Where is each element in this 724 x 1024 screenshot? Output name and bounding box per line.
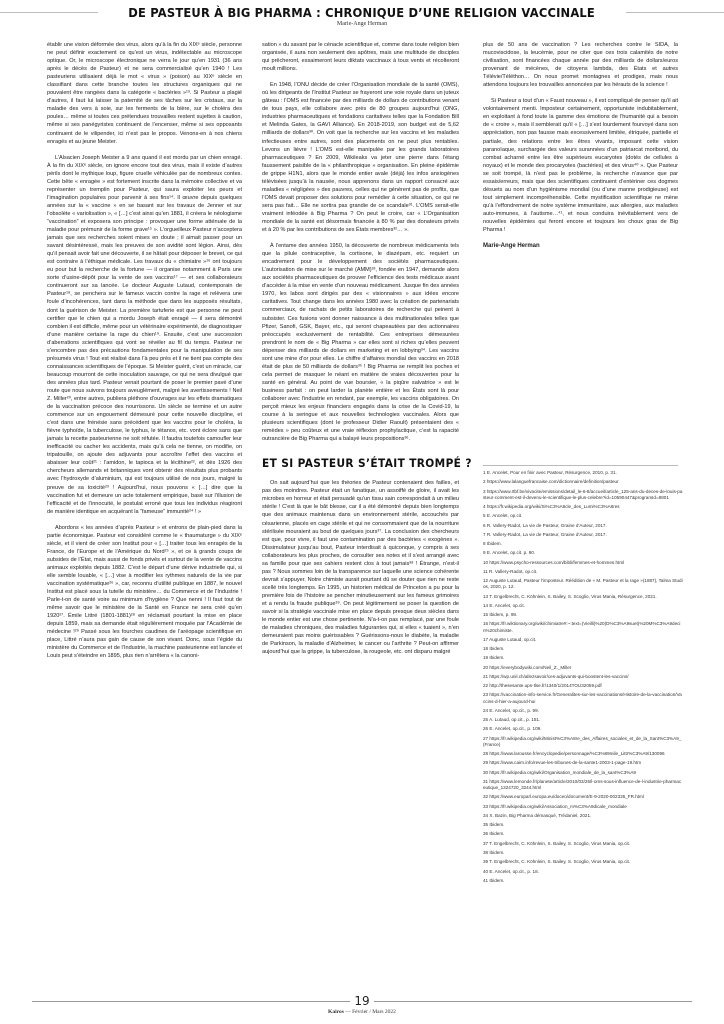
footnote: 35 Ibidem. [483,822,505,828]
footnote: 39 T. Engelbrecht, C. Köhnlein, S. Bailey, S. Scoglio, Virus Mania, op.cit. [483,859,631,865]
footnote[interactable]: 29 https://www.cairn.info/revue-les-tribunes-de-la-sante1-2003-1-page-19.htm [483,760,642,766]
article-author: Marie-Ange Herman [336,21,388,27]
issue-date: — Février / Mars 2022 [343,1009,396,1015]
footnote[interactable]: 32 https://www.europarl.europa.eu/doceo/document/E-9-2020-002335_FR.html [483,794,644,800]
footer-rule-left [32,1001,350,1002]
footnote[interactable]: 16 https://fr.wiktionary.org/wiki/chimiatre#:~:text=(Vieilli)%20(D%C3%A9suet)%20M%C3%A9decin%20chimiste. [483,621,681,633]
footnote[interactable]: 31 https://www.lemonde.fr/planete/article/2010/03/26/l-oms-sous-influence-de-l-industrie-pharmaceutique_1324720_3244.html [483,778,682,790]
footnote: 9 E. Ancelet, op.cit. p. 90. [483,550,536,556]
footnote: 8 Ibidem. [483,541,502,547]
footnotes-divider [483,465,678,466]
footnote: 14 E. Ancelet, op.cit. [483,602,525,608]
paragraph: Si Pasteur a tout d’un « Faust nouveau », il est compliqué de penser qu’il ait volontairement menti. Imposteur certainement, opportuniste indubitablement, en exploitant à fond toute la gamme des émotions de l’humanité qui a besoin de « croire », mais il semblerait qu’il « […] s’est lourdement fourvoyé dans son appréciation, non pas fausse mais excessivement limitée, étriquée, partielle et partiale, des relations entre les êtres vivants, imposant cette vision paranoïaque, surchargée des valeurs surannées d’un patriarcat moribond, du combat acharné entre les être supérieurs eucaryotes (dotés de cellules à noyaux) et le monde des procaryotes (bactéries) et des virus⁴⁰ ». Que Pasteur se soit trompé, là n’est pas le problème, la recherche n’avance que par essais/erreurs, mais que des scientifiques continuent d’entériner ces dogmes désuets au nom d’un hygiénisme mondial (ou d’une manne prodigieuse) est tout simplement incompréhensible. Cette mystification scientifique ne mène qu’à l’effondrement de notre système immunitaire, aux allergies, aux maladies auto-immunes, à l’autisme…⁴¹, et nous conduira inévitablement vers de nouvelles épidémies qui feront encore et toujours les choux gras de Big Pharma ! [483,98,678,234]
footnote[interactable]: 27 https://fr.wikipedia.org/wiki/Minist%C3%A8re_des_Affaires_sociales_et_de_la_Sant%C3%A9_(France) [483,735,682,747]
title-row [0,5,724,20]
page-number: 19 [354,994,370,1008]
footnote[interactable]: 30 https://fr.wikipedia.org/wiki/Organisation_mondiale_de_la_sant%C3%A9 [483,769,636,775]
footnote: 11 R. Vallery-Radot, op.cit. [483,568,538,574]
article-title: DE PASTEUR À BIG PHARMA : CHRONIQUE D’UNE RELIGION VACCINALE [128,5,596,20]
footnote: 12 Auguste Lutaud, Pasteur l’imposteur. Réédition de « M. Pasteur et la rage »(1887), Talma Studios, 2020, p. 12. [483,578,683,590]
footnote: 41 Ibidem. [483,877,505,883]
paragraph: établir une vision déformée des virus, alors qu’à la fin du XIXᵉ siècle, personne ne peut définir exactement ce qu’est un virus, indétectable au microscope optique. Or, le microscope électronique ne verra le jour qu’en 1931 (36 ans après le décès de Pasteur) et ne sera commercialisé qu’en 1940 ! Les pasteuriens utilisaient déjà le mot « virus » (poison) au XIXᵉ siècle en classifiant dans cette branche toutes les structures organiques qui ne pouvaient être rangées dans la catégorie « bactéries »¹³. Si Pasteur a plagié d’autres, il faut lui laisser la paternité de ses tâches sur les cristaux, sur la maladie des vers à soie, sur les ferments de la bière, sur le choléra des poules… même si toutes ces prétendues trouvailles restent sujettes à caution, même si ses panégyristes continuent de l’encenser, même si ses opposants continuent de le vilipender, ici n’est pas le propos. Venons-en à nos chiens enragés et au jeune Meister. [47,42,242,145]
footnote: 36 Ibidem. [483,831,505,837]
article-header [0,5,724,27]
column-3 [483,41,678,250]
paragraph: Abordons « les années d’après Pasteur » et entrons de plain-pied dans la partie économique. Pasteur est considéré comme le « thaumaturge » du XIXᵉ siècle, et il vient de créer son Institut pour « […] traiter tous les enragés de la France, de l’Europe et de l’Amérique du Nord²⁵ », et ce à grands coups de subsides de l’État, mais aussi de fonds privés et surtout de la vente de vaccins animaux exploités depuis 1882. C’est le départ d’une dérive industrielle qui, si elle semble louable, « […] vise à modifier les rythmes naturels de la vie par vaccination systématique²⁶ », car, reconnu d’utilité publique en 1887, le nouvel Institut est placé sous la tutelle du ministère… du Commerce et de l’Industrie ! Parle-t-on de santé voire au minimum d’hygiène ? Que nenni ! Il faut tout de même savoir que le ministère de la Santé en France ne sera créé qu’en 1920²⁷. Émile Littré (1801-1881)²⁸ en réclamait pourtant la mise en place depuis 1859, mais sa demande était régulièrement moquée par l’Académie de médecine !²⁹ Passé sous les fourches caudines de l’aréopage scientifique en place, Littré n’aura pas gain de cause de son vivant. Donc, sous l’égide du ministère du Commerce et de l’Industrie, la machine pasteurienne est lancée et Louis peut s’éteindre en 1895, plus rien n’arrêtera « la canoni- [47,524,242,660]
footnote[interactable]: 28 https://www.larousse.fr/encyclopedie/personnage/%C3%89mile_Littr%C3%A9/130096 [483,751,665,757]
title-rule-left [0,12,98,13]
footnote: 26 E. Ancelet, op.cit., p. 109. [483,726,542,732]
footnote: 7 R. Vallery-Radot, La vie de Pasteur, Graine d’Auteur, 2017. [483,531,607,537]
footnote: 34 X. Bazin, Big Pharma démasqué, Trédaniel, 2021. [483,812,592,818]
page-number-row [0,994,724,1008]
section-heading: ET SI PASTEUR S’ÉTAIT TROMPÉ ? [262,456,472,471]
footnote: 19 Ibidem. [483,655,505,661]
footnote[interactable]: 4 https://fr.wikipedia.org/wiki/Si%C3%A8cle_des_Lumi%C3%A8res [483,503,620,509]
footnote[interactable]: 21 https://wp.unil.ch/allezsavoir/ces-adjuvants-qui-boostent-les-vaccins/ [483,673,629,679]
column-2 [262,41,472,664]
signature: Marie-Ange Herman [483,243,540,250]
footnote[interactable]: 23 https://vaccination-info-service.fr/Generalites-sur-les-vaccinations/Histoire-de-la-vaccination/Vaccins-d-hier-a-aujourd-hui [483,692,682,704]
paragraph: L’Alsacien Joseph Meister a 9 ans quand il est mordu par un chien enragé. À la fin du XIXᵉ siècle, on ignore encore tout des virus, mais il existe d’autres périls dont le mythique loup, figure cruelle véhiculée par de nombreux contes. Cette bête « enragée » est fortement inscrite dans la mémoire collective et va représenter un tremplin pour Pasteur, qui saura exploiter les peurs et l’imagination populaires pour parvenir à ses fins¹⁴. Il œuvre depuis quelques années sur la « vaccine » en se basant sur les travaux de Jenner et sur l’obsolète « variolisation », « […] c’est ainsi qu’en 1881, il créera le néologisme “vaccination” et exposera son principe : provoquer une forme atténuée de la maladie pour prémunir de la forme grave¹⁵ ». L’orgueilleux Pasteur n’acceptera jamais que ses recherches soient mises en doute ; il aimait passer pour un savant désintéressé, mais les preuves de son avidité sont légion. Ainsi, dès qu’il pensait avoir fait une découverte, il se hâtait pour déposer le brevet, ce qui est contraire à l’éthique médicale. Les travaux du « chimiatre »¹⁶ ont toujours eu pour but la recherche de la fortune — il organise notamment à Paris une sorte d’usine-dépôt pour la vente de ses vaccins¹⁷ — et ses collaborateurs continueront sur sa lancée. Le docteur Auguste Lutaud, contemporain de Pasteur¹⁸, se penchera sur le fameux vaccin contre la rage et relèvera une foule d’incohérences, tant dans la méthode que dans les supposés résultats, dont la guérison de Meister. La première tartuferie est que personne ne peut certifier que le chien qui a mordu Joseph était enragé — il sera démontré combien il est difficile, même pour un vétérinaire expérimenté, de diagnostiquer d’une manière certaine la rage du chien¹⁹. Ensuite, c’est une succession d’aberrations scientifiques qui vont se révéler au fil du temps. Pasteur ne s’encombre pas des précautions fondamentales pour la manipulation de ses présumés virus ! Tout est réalisé dans l’à peu près et il ne tient pas compte des connaissances scientifiques de l’époque. Si Meister guérit, c’est un miracle, car beaucoup mourront de cette inoculation sauvage, ce qui ne sera divulgué que des années plus tard. Pasteur venait pourtant de poser le premier pavé d’une route que nous suivons toujours aveuglément, malgré les avertissements ! Neil Z. Miller²⁰, entre autres, publiera pléthore d’ouvrages sur les effets dramatiques de la vaccination précoce des nourrissons. Un siècle se termine et un autre commence sur un engouement démesuré pour cette nouvelle discipline, et c’est dans une frénésie sans précédent que les vaccins pour le choléra, la fièvre typhoïde, la tuberculose, le typhus, le tétanos, etc. vont éclore sans que jamais la recette pasteurienne ne soit réfutée. Il faudra toutefois camoufler leur inefficacité ou cacher les accidents, mais qu’à cela ne tienne, on modifie, on tripatouille, on ajoute des adjuvants pour accroître l’effet des vaccins et abaisser leur coût²¹ : l’amidon, le tapioca et la lécithine²², et dès 1926 des chercheurs allemands et britanniques vont obtenir des résultats plus probants avec l’hydroxyde d’aluminium, qui est toujours utilisé de nos jours, malgré la preuve de sa toxicité²³ ! Aujourd’hui, nous pouvons « […] dire que la vaccination fut et demeure un acte totalement empirique, basé sur l’illusion de l’efficacité et de l’innocuité, le postulat erroné que tous les individus réagiront de manière identique en acquérant la “fameuse” immunité²⁴ ! » [47,154,242,515]
issue-info [0,1009,724,1015]
footnote[interactable]: 22 http://thesesante.ups-tlse.fr/1340/1/2014TOU32059.pdf [483,683,602,689]
footnotes-list [483,470,683,887]
footnote: 13 T. Engelbrecht, C. Köhnlein, S. Bailey, S. Scoglio, Virus Mania, Résurgence, 2021. [483,593,657,599]
title-rule-right [626,12,724,13]
footnote[interactable]: 33 https://fr.wikipedia.org/wiki/Association_m%C3%A9dicale_mondiale [483,803,627,809]
paragraph: sation » du savant par le cénacle scientifique et, comme dans toute religion bien organisée, il aura non seulement des apôtres, mais une multitude de disciples qui prêcheront, essaimeront leurs diktats vaccinaux à tous vents et récolteront moult millions. [262,42,459,73]
footnote: 25 A. Lutaud, op.cit., p. 151. [483,717,541,723]
footnote: 24 E. Ancelet, op.cit., p. 99. [483,707,539,713]
paragraph: À l’entame des années 1950, la découverte de nombreux médicaments tels que la pilule contraceptive, la cortisone, le diazépam, etc. requiert un encadrement pour le développement des sociétés pharmaceutiques. L’autorisation de mise sur le marché (AMM)³³, fondée en 1947, demande alors aux sociétés pharmaceutiques de prouver l’efficience des tests médicaux avant d’accéder à la mise en vente d’un nouveau médicament. Jusque fin des années 1970, les labos sont dirigés par des « visionnaires » aux idées encore caritatives. Tout change dans les années 1980 avec la création de partenariats commerciaux, de rachats de petits laboratoires de recherche qui peinent à subsister. Ces fusions vont donner naissance à des multinationales telles que Pfizer, Sanofi, GSK, Bayer, etc., qui seront chapeautées par des actionnaires préoccupés exclusivement de rentabilité. Ces entreprises démesurées prendront le nom de « Big Pharma » car elles sont si riches qu’elles peuvent dépenser des milliards de dollars en marketing et en lobbying³⁴. Les vaccins sont une mine d’or pour elles. Le chiffre d’affaires mondial des vaccins en 2018 était de plus de 50 milliards de dollars³⁵ ! Big Pharma se remplit les poches et cela permet de masquer le néant en matière de vraies découvertes pour la santé en général. Au point de vue boursier, « la piqûre salvatrice » est le business parfait : on peut larder la planète entière et les États sont là pour collaborer avec l’industrie en rendant, par exemple, les vaccins obligatoires. On perçoit mieux les enjeux financiers engagés dans la crise de la Covid-19, la course à la seringue et aux nouvelles technologies vaccinales. Alors que plusieurs scientifiques (dont le professeur Didier Raoult) présentaient des « remèdes » peu coûteux et une vraie réflexion prophylactique, c’est la rapacité outrancière de Big Pharma qui a balayé leurs propositions³⁶. [262,243,459,443]
footnote: 18 Ibidem. [483,646,505,652]
paragraph: On sait aujourd’hui que les théories de Pasteur contenaient des failles, et pas des moindres. Pasteur était un fanatique, un assoiffé de gloire, il avait les microbes en horreur et était persuadé qu’un tissu sain correspondait à un milieu stérile ! C’est là que le bât blesse, car il a été démontré depuis bien longtemps que des animaux maintenus dans un environnement stérile, accouchés par césarienne, placés en cage stérile et qui ne consommaient que de la nourriture stérilisée mouraient au bout de quelques jours³⁷. La conclusion des chercheurs est que, pour vivre, il faut une contamination par des bactéries « exogènes ». Dissimulateur jusqu’au bout, Pasteur interdisait à quiconque, y compris à ses collaborateurs les plus proches, de consulter ses notes et il s’est arrangé avec sa famille pour que ses cahiers restent clos à tout jamais³⁸ ! Étrange, n’est-il pas ? Nous sommes loin de la transparence sur laquelle une science cohérente devrait s’appuyer. Notre chimiste aurait pourtant dû se douter que rien ne reste scellé très longtemps. En 1995, un historien médical de Princeton a pu pour la première fois de l’histoire se pencher minutieusement sur les fameux grimoires et a rendu la fraude publique³⁹. On peut légitimement se poser la question de savoir si la stratégie vaccinale mise en place depuis presque deux siècles dans le monde entier est une chose pertinente. N’a-t-on pas remplacé, par une foule de maladies chroniques, des maladies fulgurantes qui, si elles « tuaient », n’en demeuraient pas moins guérissables ? Guérissons-nous le diabète, la maladie de Parkinson, la maladie d’Alzheimer, le cancer ou l’arthrite ? Peut-on affirmer aujourd’hui que la grippe, la tuberculose, la rougeole, etc. ont disparu malgré [262,480,459,656]
footnote: 17 Auguste Lutaud, op.cit. [483,636,537,642]
footer-rule-right [374,1001,692,1002]
footnote[interactable]: 2 https://www.lalanguefrancaise.com/dictionnaire/definition/pasteur [483,479,619,485]
footnote[interactable]: 3 https://www.rtbf.be/vivacite/emissions/detail_le-6-8/accueil/article_125-ans-du-deces-de-louis-pasteur-comment-est-il-devenu-le-scientifique-le-plus-celebre?id=10590447&programId=8801 [483,488,683,500]
footnote: 38 Ibidem. [483,849,505,855]
footnote: 5 E. Ancelet, op.cit. [483,513,523,519]
paragraph: plus de 50 ans de vaccination ? Les recherches contre le SIDA, la mucoviscidose, la leucémie, pour ne citer que ces trois calamités de notre civilisation, sont financées chaque année par des milliards de dollars/euros provenant de mécènes, de citoyens lambda, des États et autres Télévie/Téléthon… On nous promet montagnes et prodiges, mais nous attendons toujours les trouvailles annoncées par les hérauts de la science ! [483,42,678,89]
footnote[interactable]: 20 https://everybodywiki.com/Neil_Z._Miller [483,664,572,670]
column-1 [47,41,242,669]
magazine-name: Kairos [328,1009,344,1015]
footnote: 15 Ibidem, p. 98. [483,612,518,618]
footnote[interactable]: 10 https://www.psycho-ressources.com/bibli/femmes-et-hommes.html [483,559,625,565]
footnote: 1 E. Ancelet, Pour en finir avec Pasteur, Résurgence, 2010, p. 31. [483,470,617,475]
footnote: 6 R. Vallery-Radot, La vie de Pasteur, Graine d’Auteur, 2017. [483,522,607,528]
paragraph: En 1948, l’ONU décide de créer l’Organisation mondiale de la santé (OMS), où les dirigeants de l’Institut Pasteur se frayeront une voie royale dans un juteux gâteau : l’OMS est financée par des milliards de dollars de contributions venant de tous pays, elle collabore avec près de 80 groupes aujourd’hui (ONG, industries pharmaceutiques et fondations caritatives telles que la Fondation Bill et Melinda Gates, la GAVI Alliance). En 2018-2019, son budget est de 5,62 milliards de dollars³⁰. On voit que la recherche sur les vaccins et les maladies infectieuses entre autres, sont des placements on ne peut plus rentables. Levons un lièvre ! L’OMS est-elle manipulée par les grands laboratoires pharmaceutiques ? En 2009, Wikileaks va jeter une pierre dans l’étang faussement paisible de la « philanthropique » organisation. En pleine épidémie de grippe H1N1, alors que le monde entier avale (déjà) les infos anxiogènes télévisées jusqu’à la nausée, nous apprenons dans un rapport consacré aux maladies « négligées » des pauvres, celles qui ne génèrent pas de profits, que l’OMS devait proposer des solutions pour remédier à cette situation, ce qui ne sera pas fait… Elle ne sortira pas grandie de ce scandale³¹. L’OMS serait-elle vraiment inféodée à Big Pharma ? On peut le croire, car « L’Organisation mondiale de la santé est désormais financée à 80 % par des donateurs privés et à 20 % par les contributions de ses États membres³²… ». [262,82,459,234]
page-footer [0,994,724,1015]
footnote: 40 E. Ancelet, op.cit., p. 18. [483,868,539,874]
footnote: 37 T. Engelbrecht, C. Köhnlein, S. Bailey, S. Scoglio, Virus Mania, op.cit. [483,840,631,846]
